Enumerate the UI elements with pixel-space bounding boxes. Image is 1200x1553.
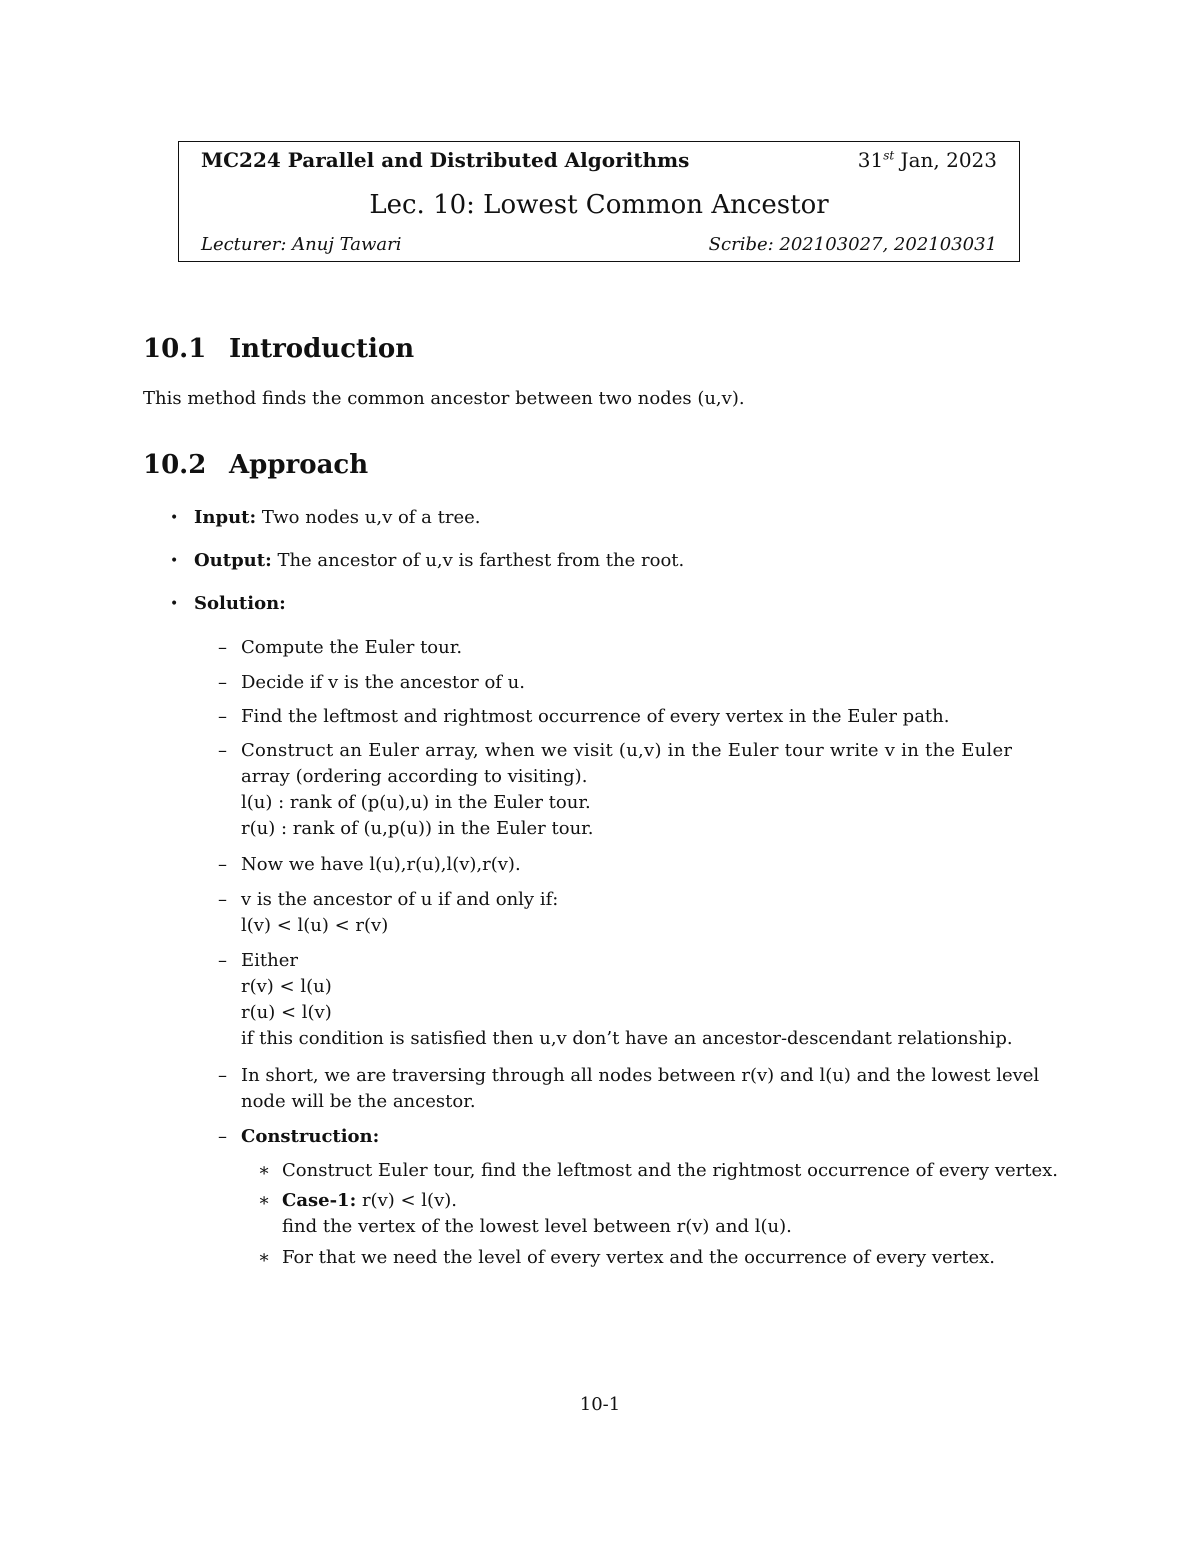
step-line: node will be the ancestor. bbox=[241, 1091, 476, 1112]
step-line: v is the ancestor of u if and only if: bbox=[241, 889, 559, 910]
page-number: 10-1 bbox=[579, 1394, 621, 1415]
lecture-header-box bbox=[178, 141, 1020, 262]
asterisk-icon: ∗ bbox=[258, 1160, 271, 1181]
section-heading-introduction bbox=[143, 334, 414, 364]
step-line: Find the leftmost and rightmost occurrence of every vertex in the Euler path. bbox=[241, 706, 950, 727]
dash-icon: – bbox=[218, 854, 227, 875]
header-title-row bbox=[201, 190, 997, 220]
course-name: MC224 Parallel and Distributed Algorithms bbox=[201, 148, 690, 172]
dash-icon: – bbox=[218, 706, 227, 727]
scribe-ids: Scribe: 202103027, 202103031 bbox=[708, 234, 997, 255]
date-month-year: Jan, 2023 bbox=[894, 148, 997, 172]
case-condition: r(v) < l(v). bbox=[356, 1190, 457, 1211]
dash-icon: – bbox=[218, 637, 227, 658]
header-top-row bbox=[201, 148, 997, 172]
step-line: array (ordering according to visiting). bbox=[241, 766, 588, 787]
introduction-paragraph: This method finds the common ancestor between two nodes (u,v). bbox=[143, 388, 745, 409]
bullet-icon: • bbox=[170, 510, 179, 526]
step-line: find the vertex of the lowest level between r(v) and l(u). bbox=[282, 1216, 792, 1237]
dash-icon: – bbox=[218, 1065, 227, 1086]
step-line: if this condition is satisfied then u,v don’t have an ancestor-descendant relationship. bbox=[241, 1028, 1013, 1049]
step-line: r(u) < l(v) bbox=[241, 1002, 332, 1023]
step-line: Construct an Euler array, when we visit (u,v) in the Euler tour write v in the Euler bbox=[241, 740, 1013, 761]
item-text: The ancestor of u,v is farthest from the root. bbox=[271, 550, 685, 571]
lecture-date bbox=[858, 148, 997, 172]
step-line: Compute the Euler tour. bbox=[241, 637, 463, 658]
dash-icon: – bbox=[218, 672, 227, 693]
step-line: l(v) < l(u) < r(v) bbox=[241, 915, 389, 936]
bullet-icon: • bbox=[170, 553, 179, 569]
item-text: Two nodes u,v of a tree. bbox=[256, 507, 481, 528]
step-line: Now we have l(u),r(u),l(v),r(v). bbox=[241, 854, 521, 875]
asterisk-icon: ∗ bbox=[258, 1247, 271, 1268]
step-line: In short, we are traversing through all nodes between r(v) and l(u) and the lowest level bbox=[241, 1065, 1040, 1086]
section-title: Approach bbox=[229, 450, 369, 480]
date-day: 31 bbox=[857, 148, 884, 172]
dash-icon: – bbox=[218, 950, 227, 971]
section-number: 10.1 bbox=[143, 334, 207, 364]
step-line: Construct Euler tour, find the leftmost and the rightmost occurrence of every vertex. bbox=[282, 1160, 1059, 1181]
step-line: l(u) : rank of (p(u),u) in the Euler tour. bbox=[241, 792, 591, 813]
dash-icon: – bbox=[218, 740, 227, 761]
section-heading-approach bbox=[143, 450, 368, 480]
item-label: Output: bbox=[194, 550, 272, 571]
date-ordinal: st bbox=[883, 148, 895, 163]
step-line: For that we need the level of every vertex and the occurrence of every vertex. bbox=[282, 1247, 996, 1268]
dash-icon: – bbox=[218, 1126, 227, 1147]
header-bottom-row bbox=[201, 234, 997, 255]
dash-icon: – bbox=[218, 889, 227, 910]
step-line: Decide if v is the ancestor of u. bbox=[241, 672, 525, 693]
lecturer-name: Lecturer: Anuj Tawari bbox=[201, 234, 402, 255]
asterisk-icon: ∗ bbox=[258, 1190, 271, 1211]
step-label: Construction: bbox=[241, 1126, 380, 1147]
step-line: r(u) : rank of (u,p(u)) in the Euler tour. bbox=[241, 818, 594, 839]
item-label: Input: bbox=[194, 507, 257, 528]
step-line: r(v) < l(u) bbox=[241, 976, 332, 997]
section-title: Introduction bbox=[229, 334, 415, 364]
case-label: Case-1: bbox=[282, 1190, 357, 1211]
step-line: Either bbox=[241, 950, 298, 971]
section-number: 10.2 bbox=[143, 450, 207, 480]
lecture-title: Lec. 10: Lowest Common Ancestor bbox=[369, 190, 829, 220]
item-label: Solution: bbox=[194, 593, 286, 614]
bullet-icon: • bbox=[170, 596, 179, 612]
